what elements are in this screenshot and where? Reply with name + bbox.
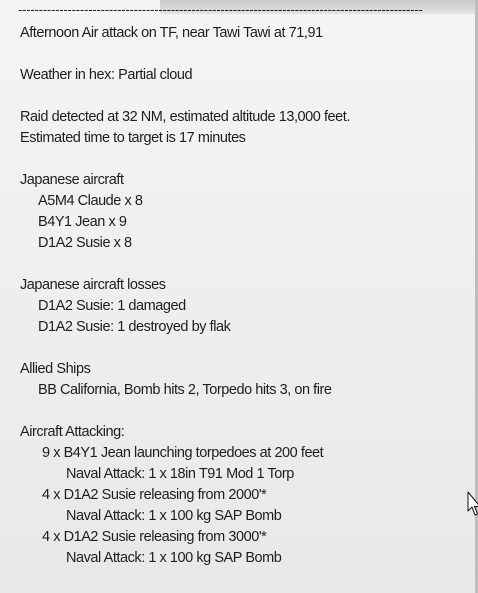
attack-group-line: 4 x D1A2 Susie releasing from 3000'*	[42, 529, 267, 545]
attack-weapon-line: Naval Attack: 1 x 100 kg SAP Bomb	[66, 550, 282, 566]
loss-item: D1A2 Susie: 1 damaged	[38, 298, 186, 314]
report-separator: --------------------------------------------------------------------------------------------------	[18, 2, 423, 17]
aircraft-item: B4Y1 Jean x 9	[38, 214, 127, 230]
ship-item: BB California, Bomb hits 2, Torpedo hits 3, on fire	[38, 382, 332, 398]
aircraft-attacking-heading: Aircraft Attacking:	[20, 424, 125, 440]
weather-line: Weather in hex: Partial cloud	[20, 67, 193, 83]
loss-item: D1A2 Susie: 1 destroyed by flak	[38, 319, 231, 335]
attack-group-line: 4 x D1A2 Susie releasing from 2000'*	[42, 487, 267, 503]
aircraft-item: D1A2 Susie x 8	[38, 235, 132, 251]
time-to-target-line: Estimated time to target is 17 minutes	[20, 130, 246, 146]
japanese-aircraft-heading: Japanese aircraft	[20, 172, 124, 188]
raid-detected-line: Raid detected at 32 NM, estimated altitude 13,000 feet.	[20, 109, 350, 125]
attack-weapon-line: Naval Attack: 1 x 18in T91 Mod 1 Torp	[66, 466, 294, 482]
report-title: Afternoon Air attack on TF, near Tawi Tawi at 71,91	[20, 25, 323, 41]
aircraft-item: A5M4 Claude x 8	[38, 193, 143, 209]
japanese-losses-heading: Japanese aircraft losses	[20, 277, 166, 293]
attack-weapon-line: Naval Attack: 1 x 100 kg SAP Bomb	[66, 508, 282, 524]
attack-group-line: 9 x B4Y1 Jean launching torpedoes at 200 feet	[42, 445, 324, 461]
allied-ships-heading: Allied Ships	[20, 361, 91, 377]
mouse-pointer-icon	[467, 491, 478, 519]
